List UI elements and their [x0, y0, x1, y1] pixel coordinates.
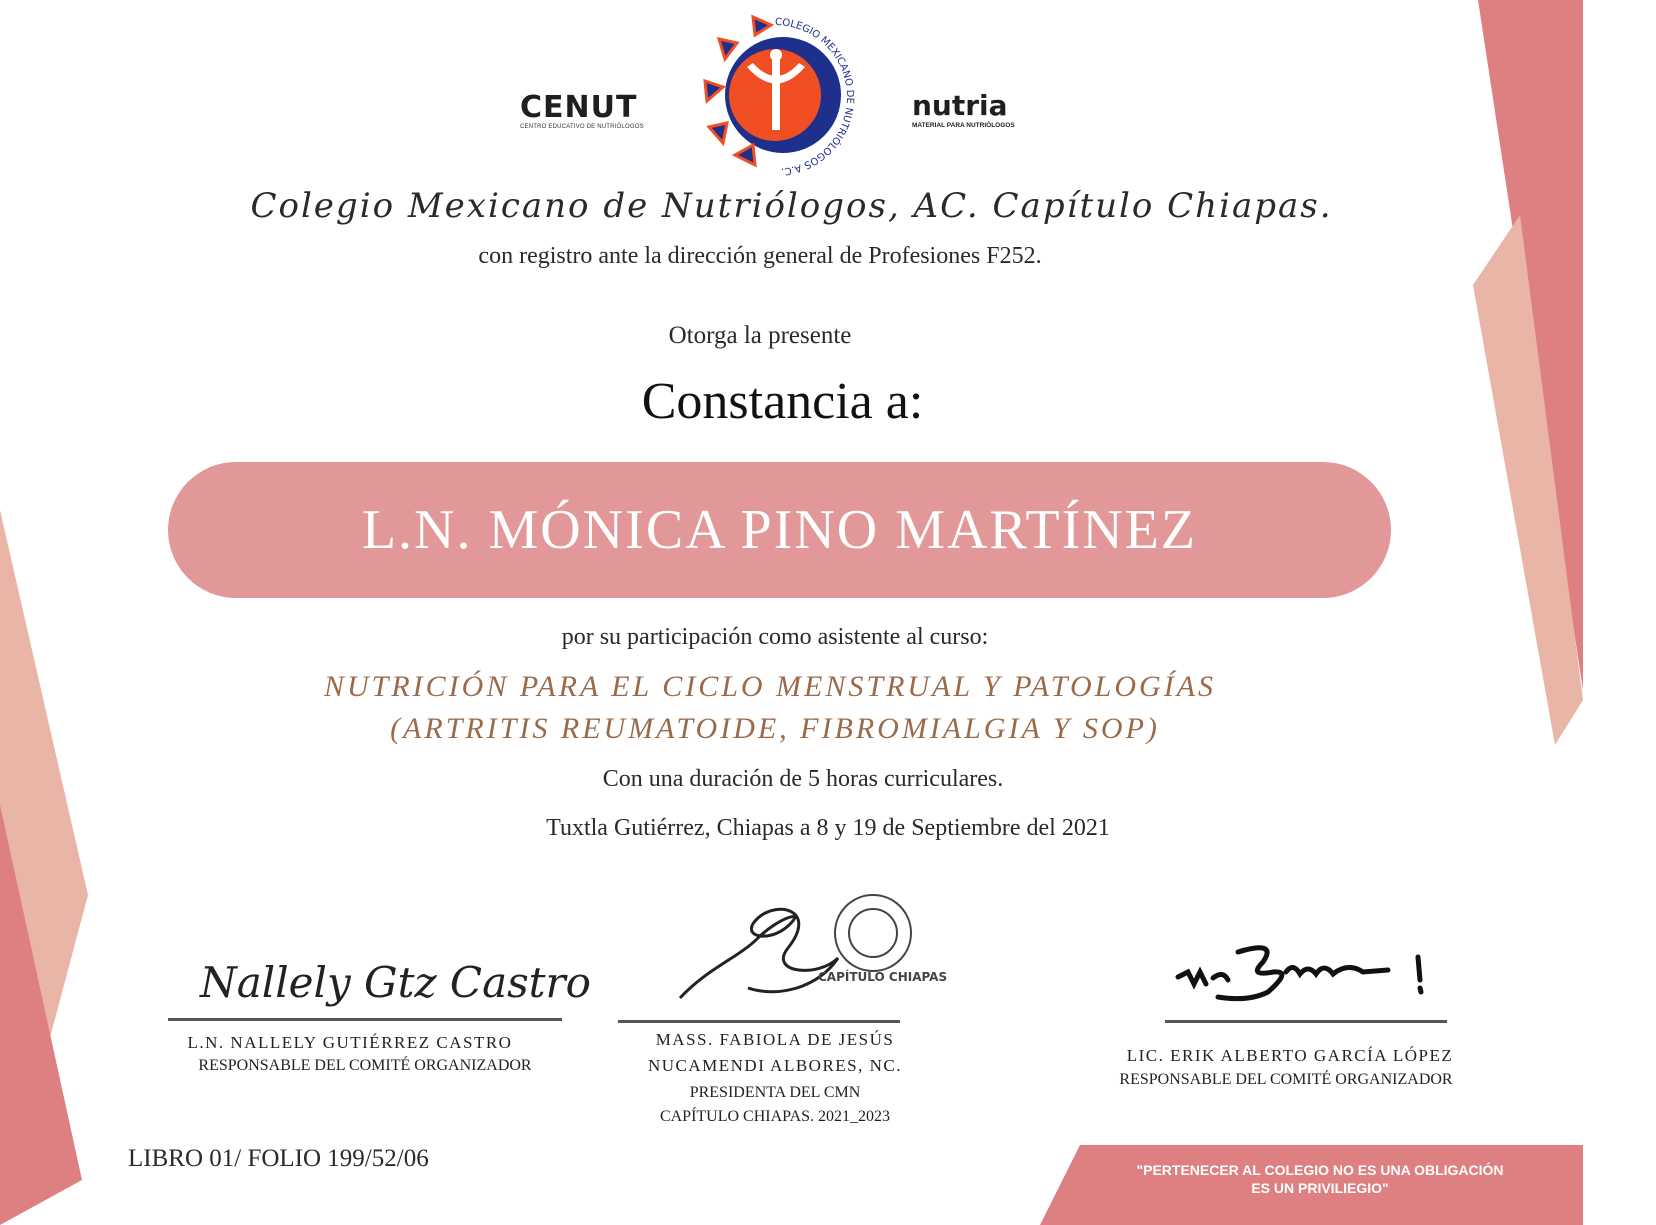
certificate-title: Constancia a: — [641, 373, 924, 430]
stamp-circle — [835, 895, 911, 971]
nutria-logo — [912, 90, 1037, 129]
signer-3-role: RESPONSABLE DEL COMITÉ ORGANIZADOR — [1119, 1071, 1453, 1088]
motto-line1: "PERTENECER AL COLEGIO NO ES UNA OBLIGACIÓN — [1136, 1162, 1504, 1178]
stamp-text: CAPÍTULO CHIAPAS — [818, 970, 948, 984]
cenut-logo — [520, 92, 650, 130]
signer-1-name: L.N. NALLELY GUTIÉRREZ CASTRO — [187, 1033, 513, 1052]
signer-2-name-line2: NUCAMENDI ALBORES, NC. — [647, 1056, 903, 1075]
recipient-name: L.N. MÓNICA PINO MARTÍNEZ — [361, 499, 1198, 561]
registration-text: con registro ante la dirección general de Profesiones F252. — [478, 243, 1042, 269]
cenut-logo-tagline: CENTRO EDUCATIVO DE NUTRIÓLOGOS — [520, 124, 644, 130]
signer-2-name-line1: MASS. FABIOLA DE JESÚS — [655, 1030, 895, 1049]
signer-1-role: RESPONSABLE DEL COMITÉ ORGANIZADOR — [198, 1057, 532, 1074]
participation-text: por su participación como asistente al curso: — [561, 624, 989, 650]
signer-2-role-line1: PRESIDENTA DEL CMN — [689, 1084, 861, 1101]
signature-1-image — [190, 945, 591, 1020]
signature-2-line — [618, 1020, 900, 1023]
cenut-logo-word: CENUT — [520, 90, 638, 125]
svg-text:Nallely Gtz Castro: Nallely Gtz Castro — [200, 958, 591, 1007]
signature-2-stroke — [680, 909, 838, 998]
signature-3-stroke — [1178, 948, 1421, 999]
place-date-text: Tuxtla Gutiérrez, Chiapas a 8 y 19 de Septiembre del 2021 — [546, 815, 1110, 841]
signature-3-image — [1168, 932, 1448, 1012]
colegio-seal-logo — [695, 5, 875, 185]
duration-text: Con una duración de 5 horas curriculares. — [602, 766, 1004, 792]
signature-1-line — [168, 1018, 562, 1021]
folio-number: LIBRO 01/ FOLIO 199/52/06 — [128, 1145, 429, 1172]
motto-line2: ES UN PRIVILIEGIO" — [1251, 1180, 1389, 1196]
signer-3-name: LIC. ERIK ALBERTO GARCÍA LÓPEZ — [1126, 1046, 1454, 1065]
signature-3-line — [1165, 1020, 1447, 1023]
grant-text: Otorga la presente — [668, 322, 852, 349]
course-title-line2: (ARTRITIS REUMATOIDE, FIBROMIALGIA Y SOP) — [390, 712, 1160, 745]
nutria-logo-word: nutria — [912, 89, 1008, 122]
nutria-logo-tagline: MATERIAL PARA NUTRIÓLOGOS — [912, 122, 1015, 129]
stamp-inner-circle — [849, 909, 897, 957]
seal-ring-text: COLEGIO MEXICANO DE NUTRIÓLOGOS A.C. — [774, 16, 856, 177]
organization-name: Colegio Mexicano de Nutriólogos, AC. Capítulo Chiapas. — [250, 186, 1333, 226]
signature-2-image — [668, 888, 948, 1020]
signer-2-role-line2: CAPÍTULO CHIAPAS. 2021_2023 — [659, 1108, 891, 1125]
course-title-line1: NUTRICIÓN PARA EL CICLO MENSTRUAL Y PATOLOGÍAS — [323, 670, 1217, 703]
